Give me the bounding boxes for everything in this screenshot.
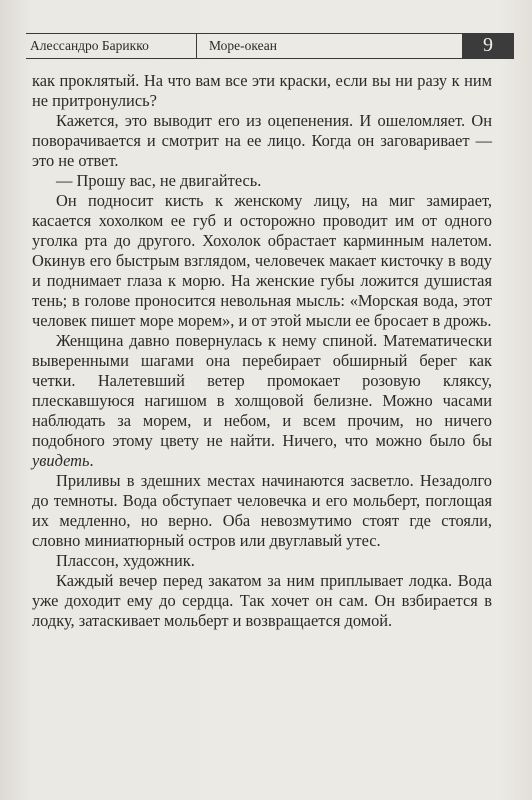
paragraph: Женщина давно повернулась к нему спиной. Математически выверенными шагами она перебирает обширный берег как четки. Налетевший ветер промокает розовую кляксу, плескавшуюся нагишом в холщовой белизне. Можно часами наблюдать за морем, и небом, и всем прочим, но ничего подобного этому цвету не найти. Ничего, что можно было бы увидеть. [32, 331, 492, 470]
paragraph: Каждый вечер перед закатом за ним приплывает лодка. Вода уже доходит ему до сердца. Так хочет он сам. Он взбирается в лодку, затаскивает мольберт и возвращается домой. [32, 571, 492, 630]
header-author: Алессандро Барикко [26, 34, 197, 58]
paragraph: Плассон, художник. [56, 551, 195, 570]
header-title: Море-океан [209, 38, 278, 53]
paragraph: Он подносит кисть к женскому лицу, на миг замирает, касается хохолком ее губ и осторожно проводит им от одного уголка рта до другого. Хохолок обрастает карминным налетом. Окинув его быстрым взглядом, человечек макает кисточку в воду и поднимает глаза к морю. На женские губы ложится душистая тень; в голове проносится невольная мысль: «Морская вода, этот человек пишет море морем», и от этой мысли ее бросает в дрожь. [32, 191, 492, 330]
paragraph: — Прошу вас, не двигайтесь. [56, 171, 262, 190]
paragraph: Приливы в здешних местах начинаются засветло. Незадолго до темноты. Вода обступает человечка и его мольберт, поглощая их медленно, но верно. Оба невозмутимо стоят где стояли, словно миниатюрный остров или двуглавый утес. [32, 471, 492, 550]
paragraph: Кажется, это выводит его из оцепенения. И ошеломляет. Он поворачивается и смотрит на ее лицо. Когда он заговаривает — это не ответ. [32, 111, 492, 170]
body-text [32, 71, 492, 631]
running-header [26, 33, 514, 59]
page-number: 9 [462, 34, 514, 58]
paragraph: как проклятый. На что вам все эти краски, если вы ни разу к ним не притронулись? [32, 71, 492, 110]
emphasized-word: увидеть [32, 451, 90, 470]
